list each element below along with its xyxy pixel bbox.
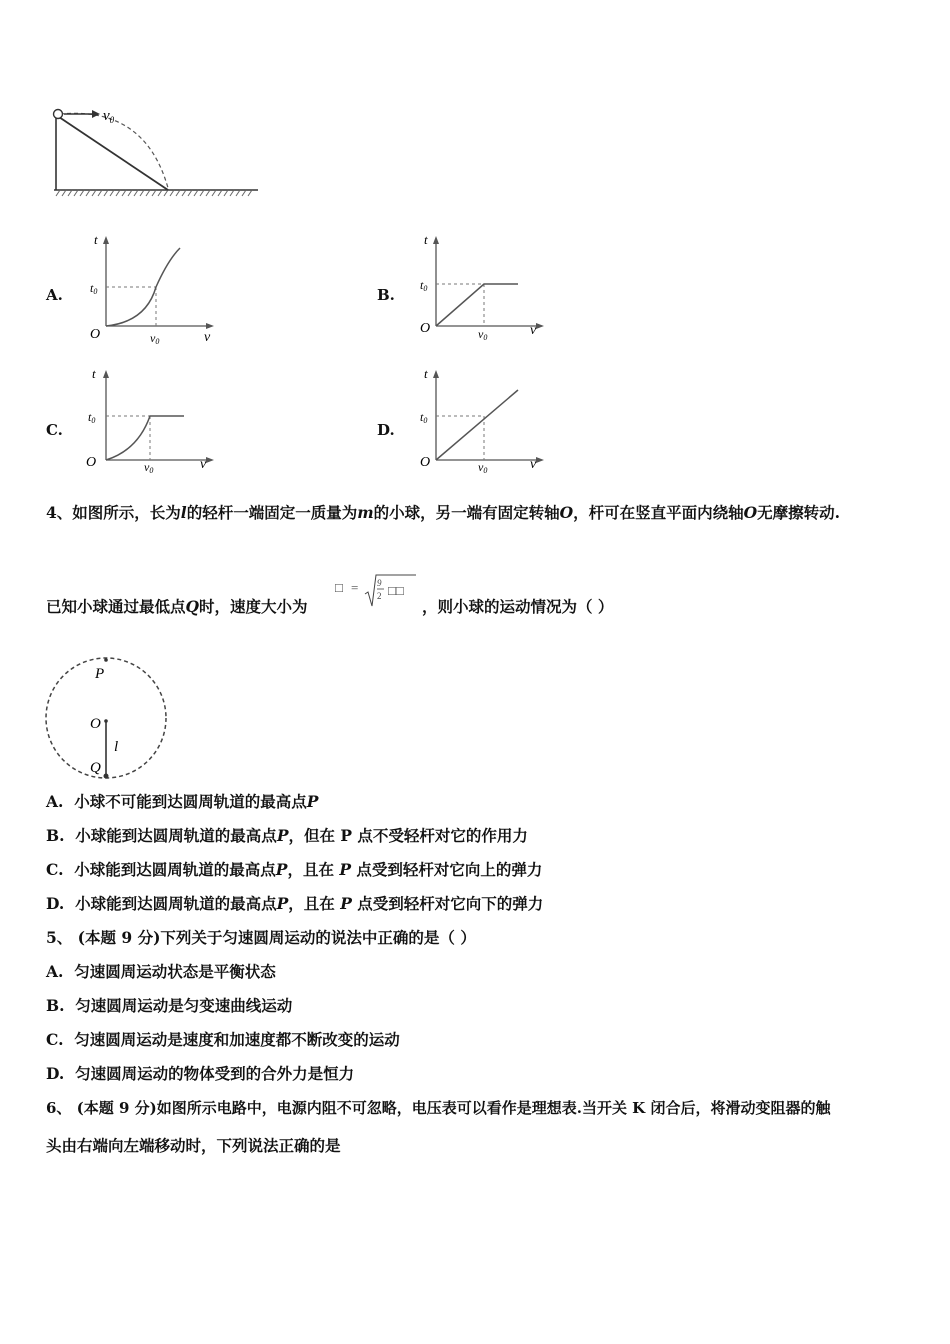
svg-text:t: t xyxy=(94,232,98,247)
svg-text:v: v xyxy=(200,457,207,472)
q5-option-b[interactable]: B. 匀速圆周运动是匀变速曲线运动 xyxy=(46,996,293,1015)
svg-text:O: O xyxy=(86,455,97,470)
q4-option-d[interactable]: D. 小球能到达圆周轨道的最高点P，且在 P 点受到轻杆对它向下的弹力 xyxy=(46,894,544,913)
svg-text:v: v xyxy=(530,457,537,472)
graph-d xyxy=(414,364,554,479)
svg-text:P: P xyxy=(95,666,105,682)
curve-b xyxy=(436,284,518,326)
v0-label: $v_0$ xyxy=(103,108,115,125)
svg-text:t0: t0 xyxy=(88,410,96,425)
svg-text:t: t xyxy=(424,232,428,247)
svg-text:t: t xyxy=(424,366,428,381)
ball xyxy=(54,110,63,119)
option-a-label[interactable]: A. xyxy=(46,286,63,304)
curve-c xyxy=(106,416,184,460)
q4-line2-start: 已知小球通过最低点Q时，速度大小为 xyxy=(46,597,308,616)
option-b-label[interactable]: B. xyxy=(377,286,395,304)
svg-text:2: 2 xyxy=(377,591,382,601)
svg-text:v0: v0 xyxy=(150,331,160,345)
q4-line1: 4、如图所示，长为l的轻杆一端固定一质量为m的小球，另一端有固定转轴O，杆可在竖直平面内绕轴O无摩擦转动. xyxy=(46,503,841,522)
q5-option-d[interactable]: D. 匀速圆周运动的物体受到的合外力是恒力 xyxy=(46,1064,355,1083)
svg-text:t0: t0 xyxy=(420,278,428,293)
circle-figure xyxy=(40,655,175,785)
svg-text:t0: t0 xyxy=(420,410,428,425)
incline-figure xyxy=(40,100,270,205)
graph-a xyxy=(84,230,224,345)
option-c-label[interactable]: C. xyxy=(46,421,63,439)
q5-option-a[interactable]: A. 匀速圆周运动状态是平衡状态 xyxy=(46,962,276,981)
q4-line2-end: ，则小球的运动情况为（ ） xyxy=(422,597,614,616)
svg-text:l: l xyxy=(114,739,119,755)
q6-line2: 头由右端向左端移动时，下列说法正确的是 xyxy=(46,1136,341,1155)
svg-text:O: O xyxy=(90,716,101,732)
svg-text:9: 9 xyxy=(377,578,382,588)
curve-d xyxy=(436,390,518,460)
svg-text:v0: v0 xyxy=(478,460,488,475)
svg-text:□□: □□ xyxy=(388,583,404,598)
svg-text:t: t xyxy=(92,366,96,381)
svg-text:v: v xyxy=(530,323,537,338)
svg-text:Q: Q xyxy=(90,760,101,776)
svg-text:t0: t0 xyxy=(90,281,98,296)
svg-text:O: O xyxy=(420,321,431,336)
velocity-formula xyxy=(334,568,420,612)
q4-option-a[interactable]: A. 小球不可能到达圆周轨道的最高点P xyxy=(46,792,319,811)
svg-text:v0: v0 xyxy=(478,327,488,342)
q4-option-c[interactable]: C. 小球能到达圆周轨道的最高点P，且在 P 点受到轻杆对它向上的弹力 xyxy=(46,860,543,879)
svg-text:□: □ xyxy=(335,580,343,595)
svg-text:O: O xyxy=(420,455,431,470)
graph-b xyxy=(414,230,554,345)
graph-c xyxy=(84,364,224,479)
q6-line1: 6、 (本题 9 分)如图所示电路中，电源内阻不可忽略，电压表可以看作是理想表.当开关 K 闭合后，将滑动变阻器的触 xyxy=(46,1099,831,1117)
q4-option-b[interactable]: B. 小球能到达圆周轨道的最高点P，但在 P 点不受轻杆对它的作用力 xyxy=(46,826,528,845)
ball-at-q xyxy=(104,774,109,779)
svg-text:=: = xyxy=(351,580,359,595)
svg-text:v: v xyxy=(204,330,211,345)
incline-slope xyxy=(56,115,168,190)
svg-text:O: O xyxy=(90,327,101,342)
q5-stem: 5、 (本题 9 分)下列关于匀速圆周运动的说法中正确的是（ ） xyxy=(46,928,476,947)
q5-option-c[interactable]: C. 匀速圆周运动是速度和加速度都不断改变的运动 xyxy=(46,1030,400,1049)
svg-text:v0: v0 xyxy=(144,460,154,475)
option-d-label[interactable]: D. xyxy=(377,421,395,439)
